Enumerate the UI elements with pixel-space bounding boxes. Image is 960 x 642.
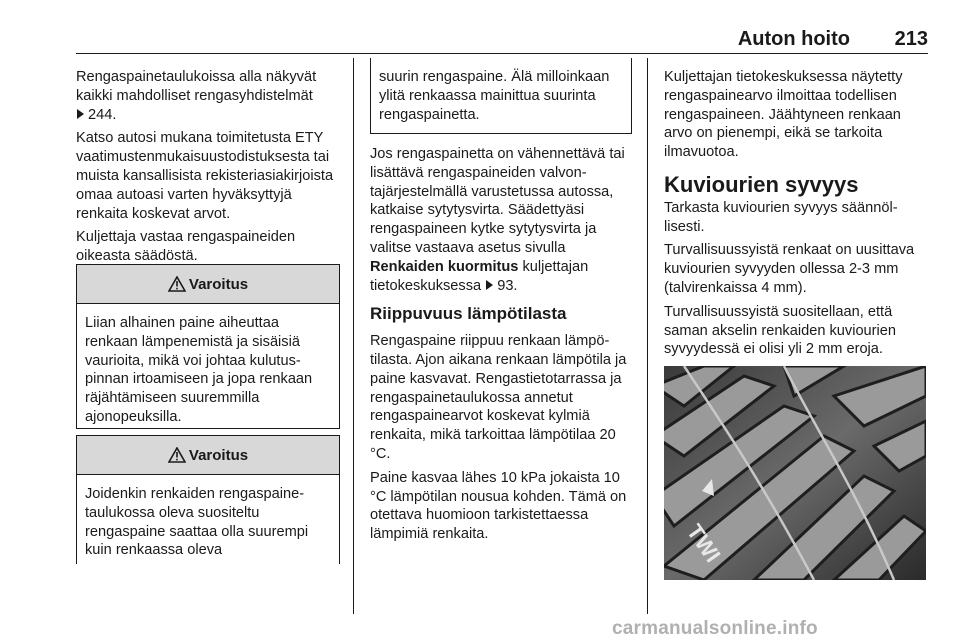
- warning-header: [77, 436, 339, 475]
- tire-tread-illustration: [664, 366, 926, 580]
- subheading: Riippuvuus lämpötilasta: [370, 304, 567, 324]
- section-heading: Kuviourien syvyys: [664, 171, 859, 197]
- page-reference-link[interactable]: 93.: [497, 277, 518, 294]
- page-reference-link[interactable]: 244.: [88, 106, 117, 123]
- header-rule: [76, 53, 928, 54]
- paragraph: Jos rengaspainetta on vähennettävä tai lisättävä rengaspaineiden valvontajärjestelmällä varustetussa autossa, katkaise sytytysvirta. Säädettyäsi rengaspaineen kytke sytytysvirta ja valitse vastaava asetus sivulla Renkaiden kuormitus kuljettajan tietokeskuksessa 93.: [370, 146, 625, 294]
- watermark: carmanualsonline.info: [612, 618, 818, 639]
- warning-box: [76, 435, 340, 564]
- setting-name: Renkaiden kuormitus: [370, 258, 519, 275]
- column-divider-1: [353, 58, 354, 614]
- paragraph: Paine kasvaa lähes 10 kPa jokaista 10 °C lämpötilan nousua kohden. Tämä on otettava huomioon tarkistettaessa lämpimiä renkaita.: [370, 469, 627, 543]
- paragraph: Rengaspainetaulukoissa alla näkyvät kaikki mahdolliset rengasyhdistelmät 244.: [76, 69, 317, 123]
- column-1: [76, 68, 344, 271]
- warning-title: Varoitus: [188, 446, 249, 464]
- paragraph: Turvallisuussyistä renkaat on uusittava kuviourien syvyyden ollessa 2-3 mm (talvirenkaissa 4 mm).: [664, 242, 915, 296]
- warning-header: [77, 265, 339, 304]
- warning-box: [76, 264, 340, 429]
- warning-triangle-icon: [168, 447, 186, 463]
- arrow-reference-icon: [77, 109, 84, 119]
- warning-title: Varoitus: [188, 275, 249, 293]
- paragraph: Turvallisuussyistä suositellaan, että saman akselin renkaiden kuviourien syvyydessä ei olisi yli 2 mm eroja.: [664, 303, 897, 358]
- column-3: [664, 68, 930, 364]
- paragraph: Kuljettajan tietokeskuksessa näytetty rengaspainearvo ilmoittaa todellisen rengaspaineen. Jäähtyneen renkaan arvo on pienempi, eikä se tarkoita ilmavuotoa.: [664, 69, 903, 161]
- twi-label: TWI: [681, 519, 726, 567]
- paragraph: Katso autosi mukana toimitetusta ETY vaatimustenmukaisuustodistuksesta tai muista kansallisista rekisteriasiakirjoista omaa autoasi varten hyväksyttyjä renkaita koskevat arvot.: [76, 130, 334, 222]
- page-header: [76, 28, 928, 54]
- section-title: Auton hoito: [737, 28, 850, 50]
- paragraph: Tarkasta kuviourien syvyys säännöllisesti.: [664, 199, 898, 235]
- column-divider-2: [647, 58, 648, 614]
- arrow-reference-icon: [486, 280, 493, 290]
- column-2: [370, 145, 632, 549]
- warning-box-continuation: suurin rengaspaine. Älä milloinkaan ylitä renkaassa mainittua suurinta rengaspainetta.: [370, 58, 632, 134]
- warning-text: Liian alhainen paine aiheuttaa renkaan lämpenemistä ja sisäisiä vaurioita, mikä voi johtaa kulutuspinnan irtoamiseen ja jopa renkaan räjähtämiseen suuremmilla ajonopeuksilla.: [85, 315, 313, 425]
- paragraph: Rengaspaine riippuu renkaan lämpötilasta. Ajon aikana renkaan lämpötila ja paine kasvavat. Rengastietotarrassa ja rengaspainetaulukossa annetut rengaspainearvot koskevat kylmiä renkaita, mikä tarkoittaa lämpötilaa 20 °C.: [370, 333, 627, 462]
- warning-text: Joidenkin renkaiden rengaspainetaulukossa oleva suositeltu rengaspaine saattaa olla suurempi kuin renkaassa oleva: [85, 486, 309, 559]
- paragraph: Kuljettaja vastaa rengaspaineiden oikeasta säädöstä.: [76, 229, 296, 265]
- warning-triangle-icon: [168, 276, 186, 292]
- page-number: 213: [894, 28, 928, 50]
